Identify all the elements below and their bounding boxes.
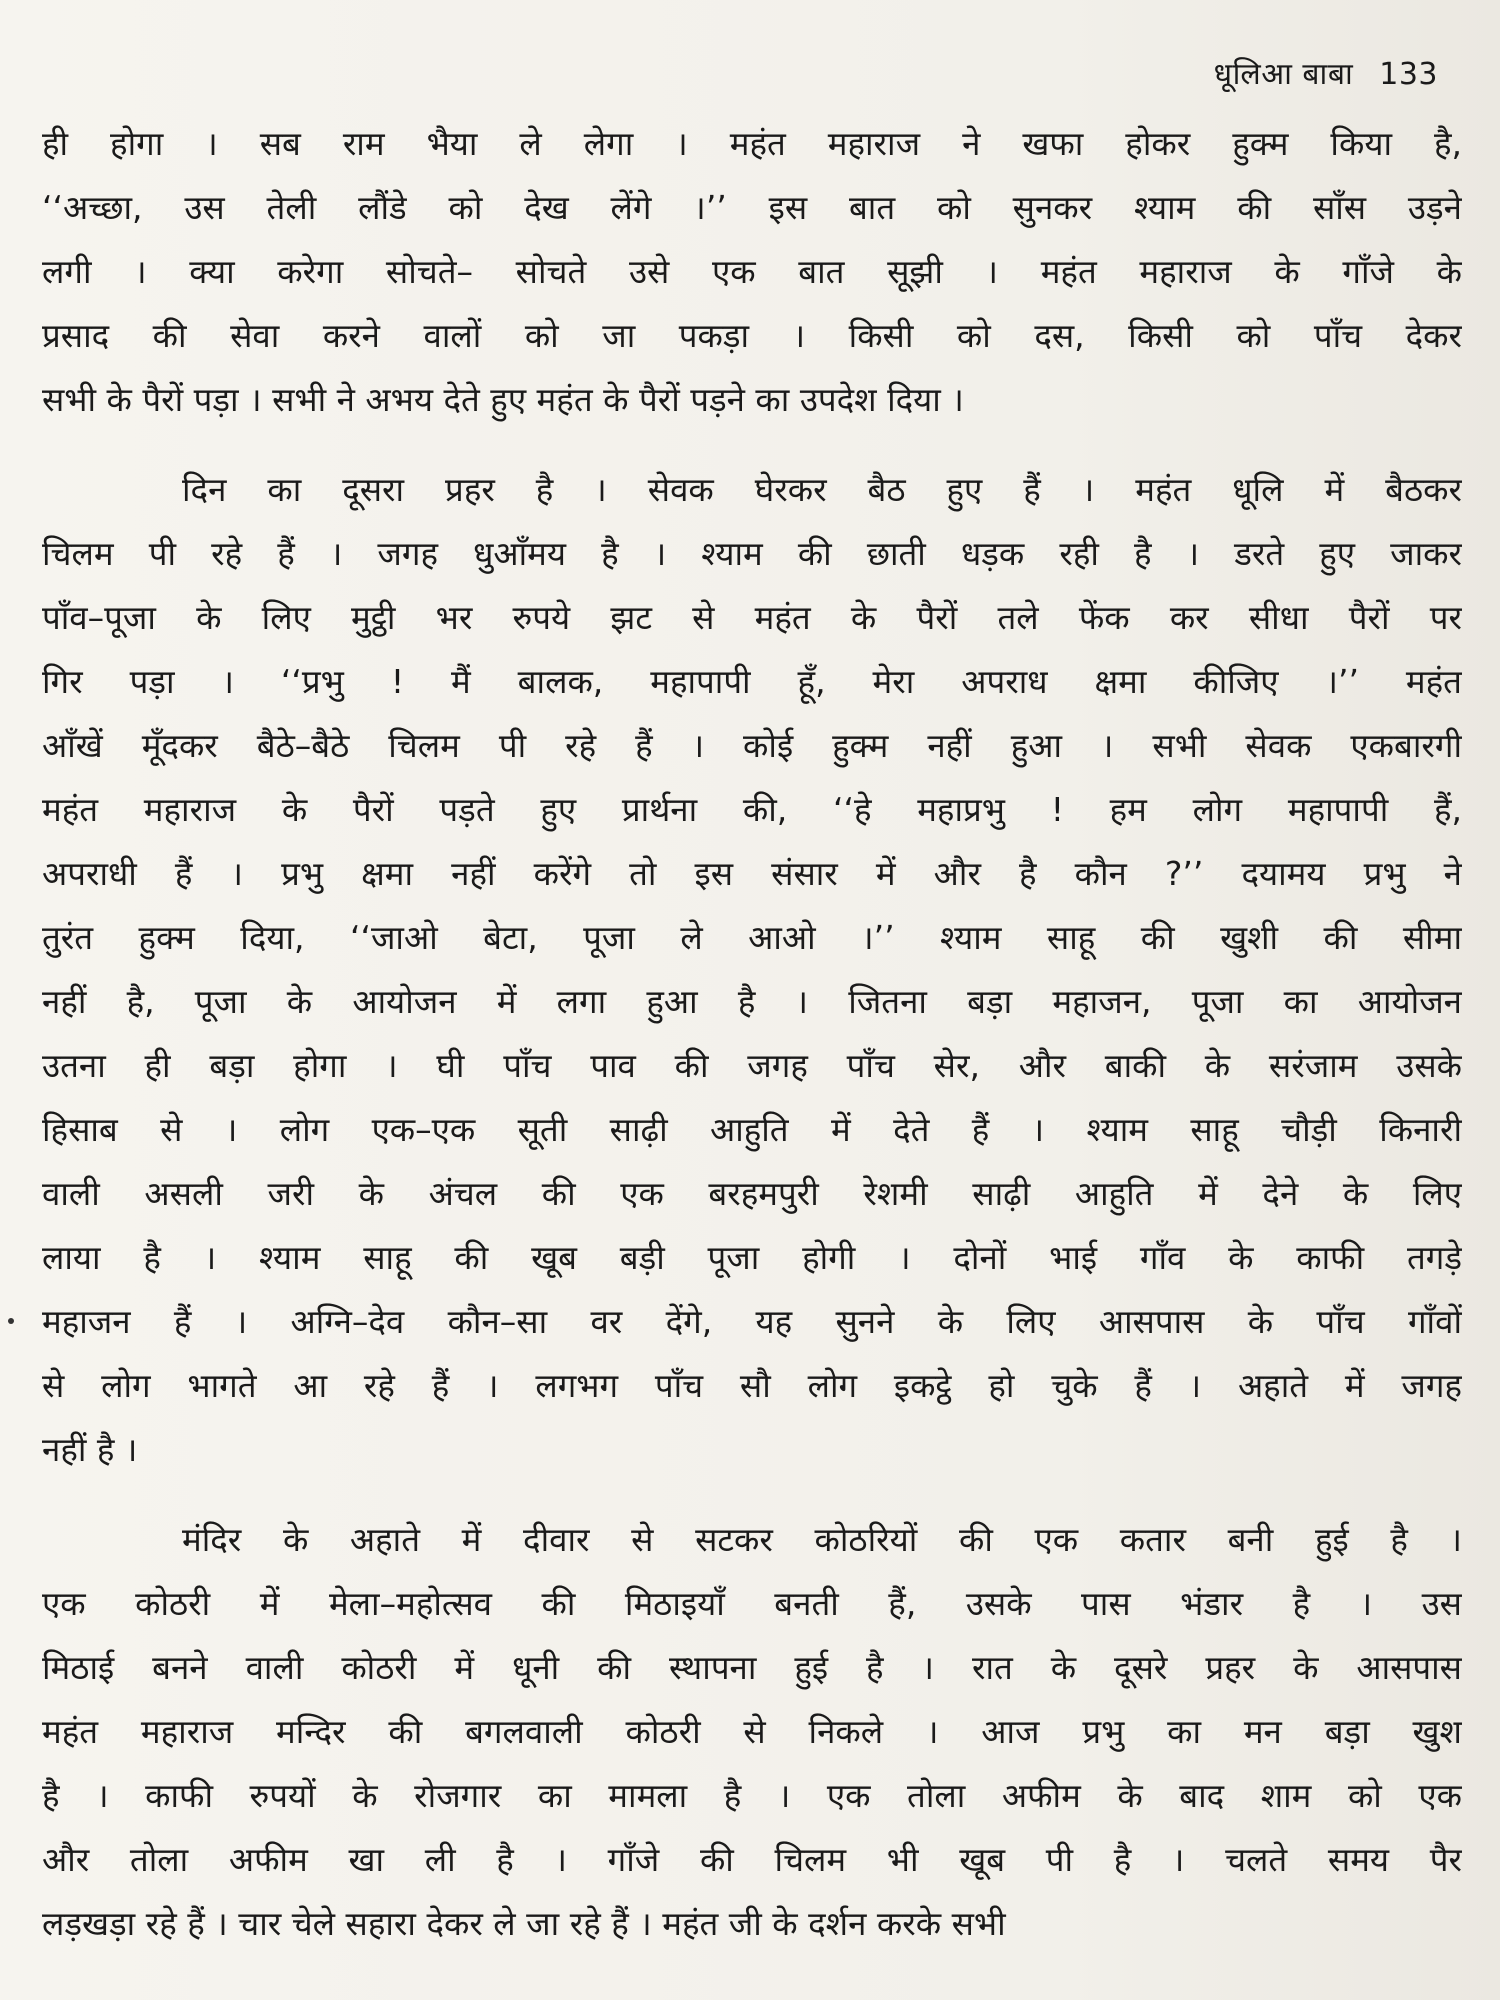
text-line: लगी । क्या करेगा सोचते– सोचते उसे एक बात सूझी । महंत महाराज के गाँजे के (42, 252, 1462, 291)
text-line: लाया है । श्याम साहू की खूब बड़ी पूजा होगी । दोनों भाई गाँव के काफी तगड़े (42, 1238, 1462, 1277)
text-line: पाँव–पूजा के लिए मुट्ठी भर रुपये झट से महंत के पैरों तले फेंक कर सीधा पैरों पर (42, 598, 1462, 637)
text-line: चिलम पी रहे हैं । जगह धुआँमय है । श्याम की छाती धड़क रही है । डरते हुए जाकर (42, 534, 1462, 573)
text-line: गिर पड़ा । ‘‘प्रभु ! मैं बालक, महापापी हूँ, मेरा अपराध क्षमा कीजिए ।’’ महंत (42, 662, 1462, 701)
text-line: वाली असली जरी के अंचल की एक बरहमपुरी रेशमी साढ़ी आहुति में देने के लिए (42, 1174, 1462, 1213)
text-line: और तोला अफीम खा ली है । गाँजे की चिलम भी खूब पी है । चलते समय पैर (42, 1840, 1462, 1879)
page-number: 133 (1379, 57, 1438, 92)
margin-mark (8, 1318, 14, 1324)
text-line: महंत महाराज के पैरों पड़ते हुए प्रार्थना की, ‘‘हे महाप्रभु ! हम लोग महापापी हैं, (42, 790, 1462, 829)
paragraph (42, 112, 1462, 432)
text-line: प्रसाद की सेवा करने वालों को जा पकड़ा । किसी को दस, किसी को पाँच देकर (42, 316, 1462, 355)
text-line: मिठाई बनने वाली कोठरी में धूनी की स्थापना हुई है । रात के दूसरे प्रहर के आसपास (42, 1648, 1462, 1687)
text-line: ही होगा । सब राम भैया ले लेगा । महंत महाराज ने खफा होकर हुक्म किया है, (42, 124, 1462, 163)
text-line: नहीं है । (42, 1430, 138, 1469)
paragraph (42, 458, 1462, 1482)
text-line: नहीं है, पूजा के आयोजन में लगा हुआ है । जितना बड़ा महाजन, पूजा का आयोजन (42, 982, 1462, 1021)
chapter-title: धूलिआ बाबा (1213, 57, 1354, 92)
text-line: दिन का दूसरा प्रहर है । सेवक घेरकर बैठ हुए हैं । महंत धूलि में बैठकर (182, 470, 1462, 509)
text-line: हिसाब से । लोग एक–एक सूती साढ़ी आहुति में देते हैं । श्याम साहू चौड़ी किनारी (42, 1110, 1462, 1149)
text-line: ‘‘अच्छा, उस तेली लौंडे को देख लेंगे ।’’ इस बात को सुनकर श्याम की साँस उड़ने (42, 188, 1462, 227)
text-line: आँखें मूँदकर बैठे–बैठे चिलम पी रहे हैं । कोई हुक्म नहीं हुआ । सभी सेवक एकबारगी (42, 726, 1462, 765)
running-header (1214, 52, 1438, 93)
text-line: है । काफी रुपयों के रोजगार का मामला है । एक तोला अफीम के बाद शाम को एक (42, 1776, 1462, 1815)
body-text (42, 112, 1462, 1972)
text-line: उतना ही बड़ा होगा । घी पाँच पाव की जगह पाँच सेर, और बाकी के सरंजाम उसके (42, 1046, 1462, 1085)
text-line: तुरंत हुक्म दिया, ‘‘जाओ बेटा, पूजा ले आओ ।’’ श्याम साहू की खुशी की सीमा (42, 918, 1462, 957)
text-line: महाजन हैं । अग्नि–देव कौन–सा वर देंगे, यह सुनने के लिए आसपास के पाँच गाँवों (42, 1302, 1462, 1341)
text-line: लड़खड़ा रहे हैं । चार चेले सहारा देकर ले जा रहे हैं । महंत जी के दर्शन करके सभी (42, 1904, 1006, 1943)
text-line: से लोग भागते आ रहे हैं । लगभग पाँच सौ लोग इकट्ठे हो चुके हैं । अहाते में जगह (42, 1366, 1462, 1405)
paragraph (42, 1508, 1462, 1956)
text-line: एक कोठरी में मेला–महोत्सव की मिठाइयाँ बनती हैं, उसके पास भंडार है । उस (42, 1584, 1462, 1623)
text-line: मंदिर के अहाते में दीवार से सटकर कोठरियों की एक कतार बनी हुई है । (182, 1520, 1462, 1559)
text-line: महंत महाराज मन्दिर की बगलवाली कोठरी से निकले । आज प्रभु का मन बड़ा खुश (42, 1712, 1462, 1751)
text-line: अपराधी हैं । प्रभु क्षमा नहीं करेंगे तो इस संसार में और है कौन ?’’ दयामय प्रभु ने (42, 854, 1462, 893)
text-line: सभी के पैरों पड़ा । सभी ने अभय देते हुए महंत के पैरों पड़ने का उपदेश दिया । (42, 380, 964, 419)
